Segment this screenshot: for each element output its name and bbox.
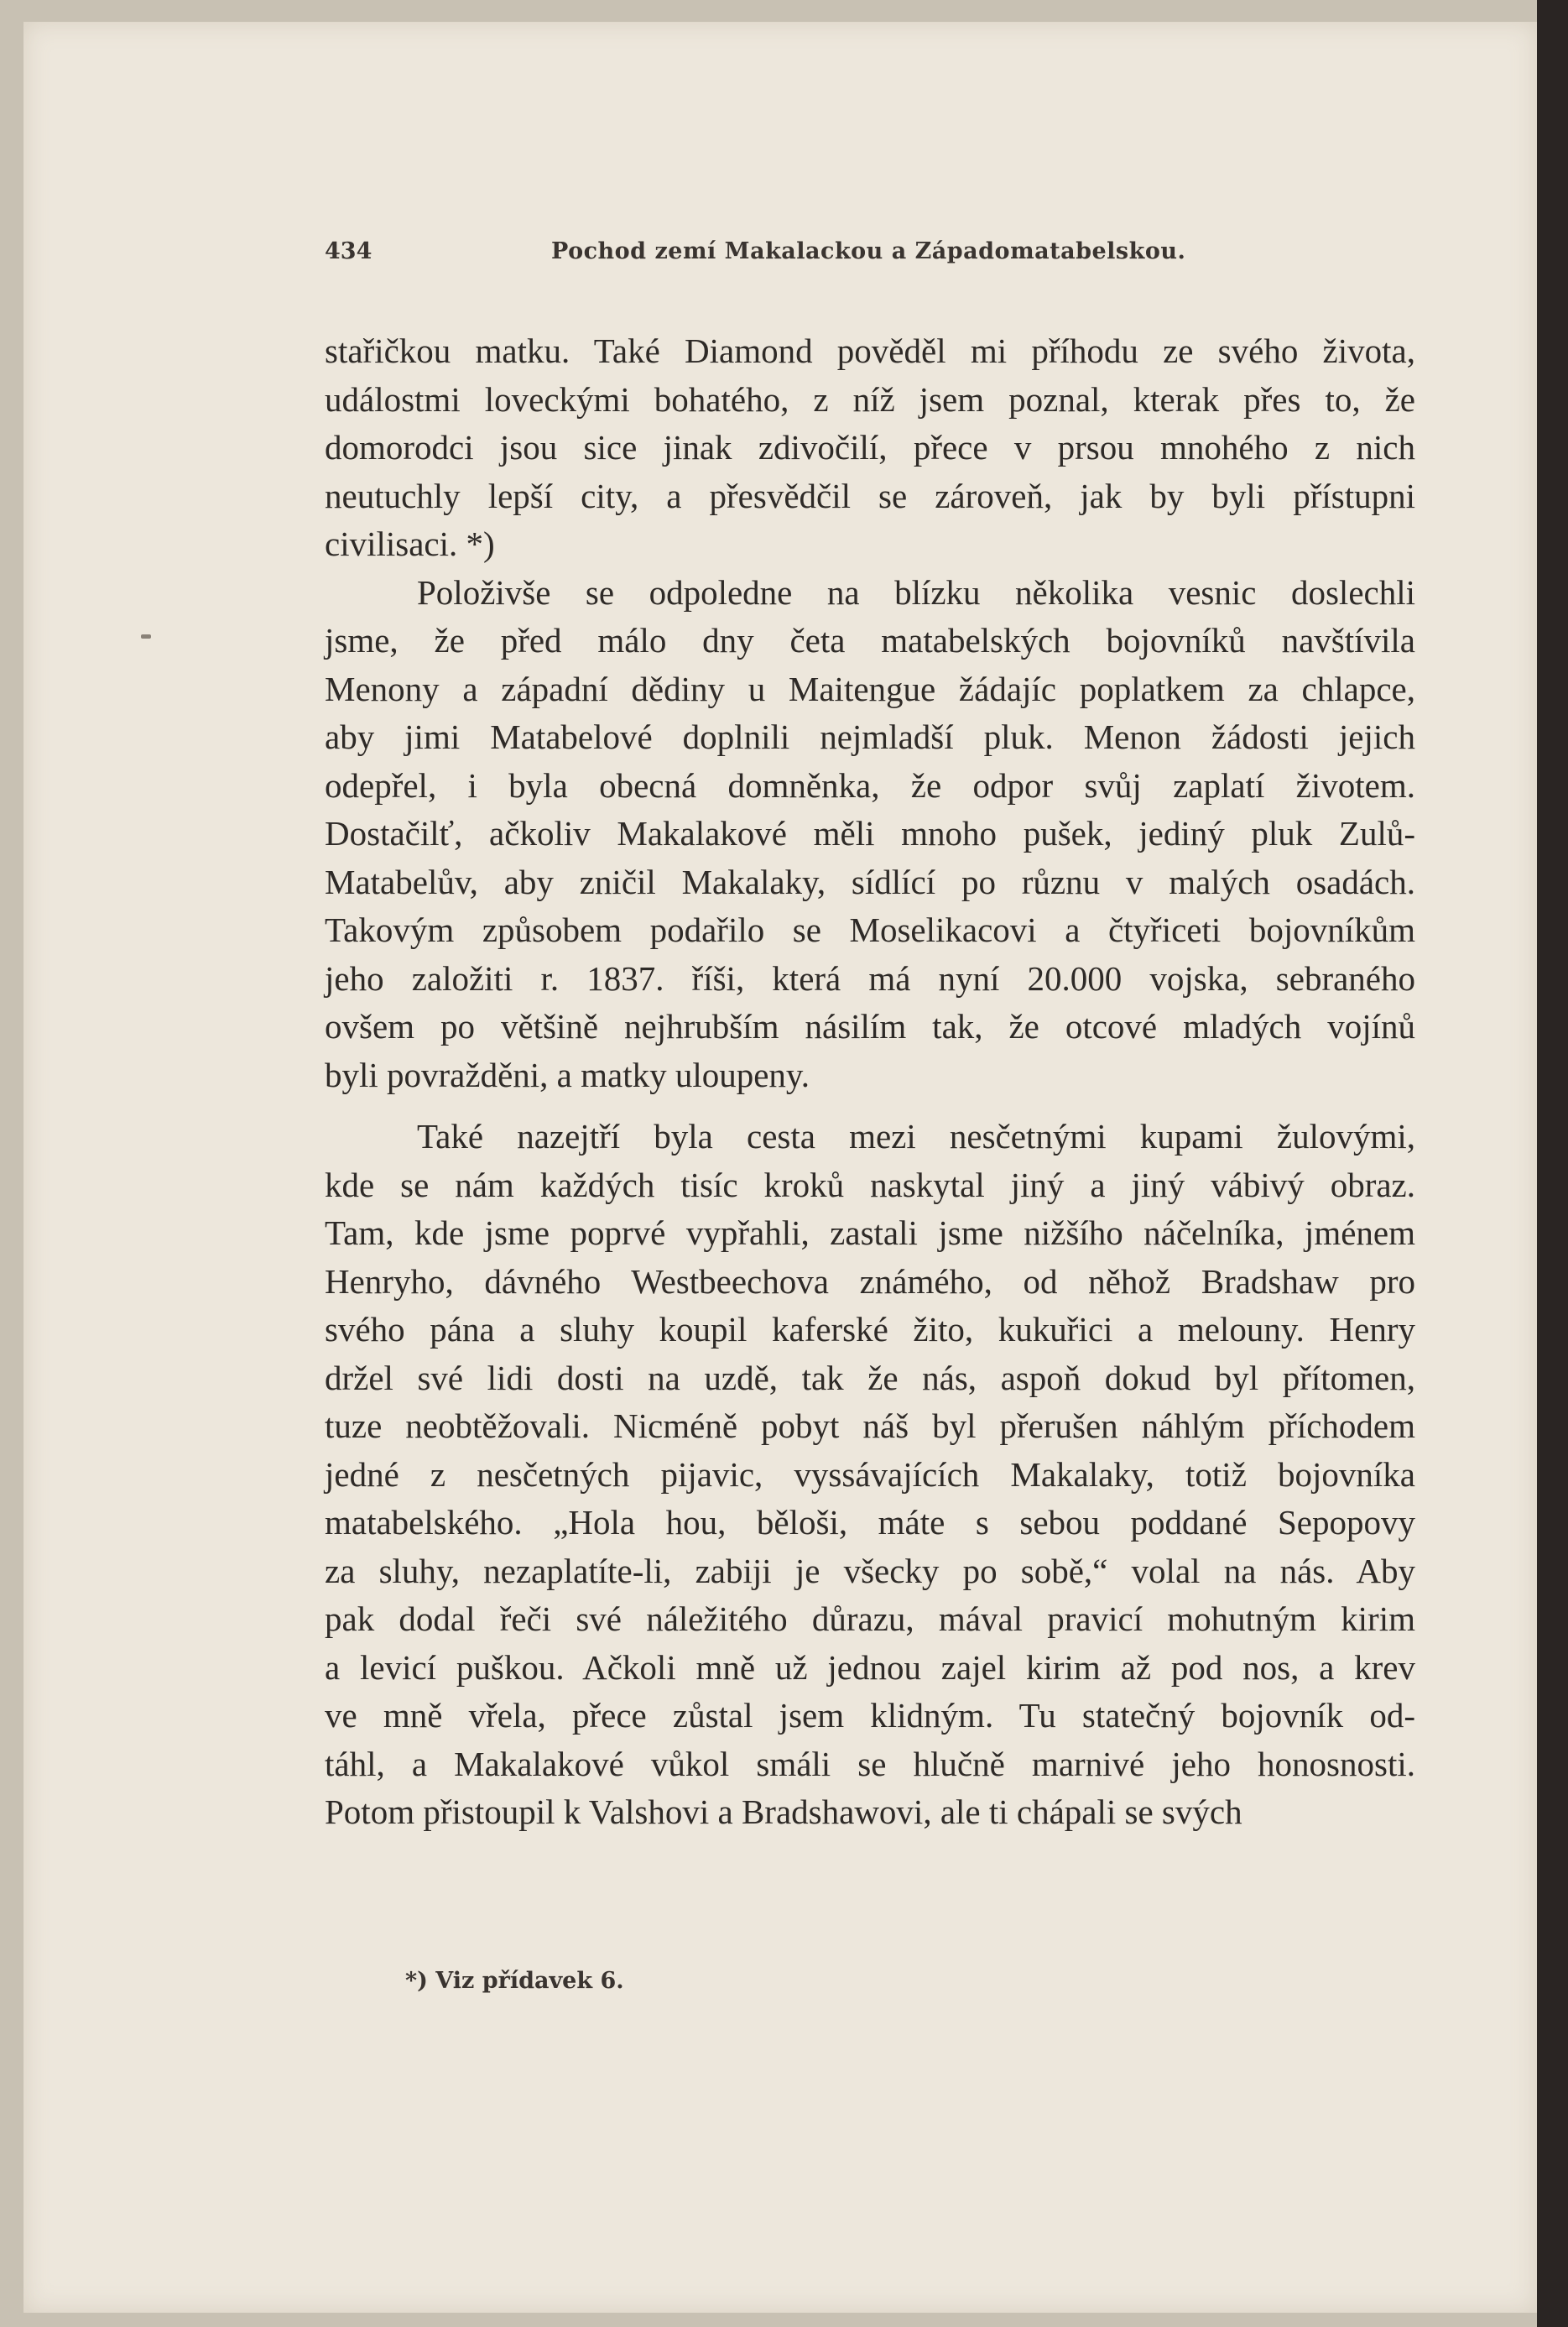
text-line: Také nazejtří byla cesta mezi nesčetnými kupami žulovými, bbox=[417, 1117, 1415, 1156]
text-line: za sluhy, nezaplatíte-li, zabiji je všecky po sobě,“ volal na nás. Aby bbox=[325, 1551, 1415, 1590]
text-line: Henryho, dávného Westbeechova známého, od něhož Bradshaw pro bbox=[325, 1261, 1415, 1301]
text-line: odepřel, i byla obecná domněnka, že odpor svůj zaplatí životem. bbox=[325, 765, 1415, 805]
text-line: držel své lidi dosti na uzdě, tak že nás, aspoň dokud byl přítomen, bbox=[325, 1358, 1415, 1397]
text-line: Dostačilť, ačkoliv Makalakové měli mnoho pušek, jediný pluk Zulů- bbox=[325, 814, 1415, 853]
text-line: neutuchly lepší city, a přesvědčil se zároveň, jak by byli přístupni bbox=[325, 476, 1415, 515]
page-header bbox=[325, 238, 1201, 272]
text-line: tuze neobtěžovali. Nicméně pobyt náš byl přerušen náhlým příchodem bbox=[325, 1406, 1415, 1445]
paragraph-1 bbox=[325, 327, 1415, 569]
text-line: jedné z nesčetných pijavic, vyssávajících Makalaky, totiž bojovníka bbox=[325, 1454, 1415, 1494]
text-line: Tam, kde jsme poprvé vypřahli, zastali jsme nižšího náčelníka, jménem bbox=[325, 1213, 1415, 1252]
paragraph-3 bbox=[325, 1113, 1415, 1837]
book-edge bbox=[1537, 0, 1568, 2327]
text-line: kde se nám každých tisíc kroků naskytal jiný a jiný vábivý obraz. bbox=[325, 1165, 1415, 1204]
text-line: domorodci jsou sice jinak zdivočilí, přece v prsou mnohého z nich bbox=[325, 428, 1415, 467]
text-line: byli povražděni, a matky uloupeny. bbox=[325, 1055, 810, 1094]
text-line: Menony a západní dědiny u Maitengue žádajíc poplatkem za chlapce, bbox=[325, 669, 1415, 708]
text-line: svého pána a sluhy koupil kaferské žito, kukuřici a melouny. Henry bbox=[325, 1310, 1415, 1349]
text-line: matabelského. „Hola hou, běloši, máte s sebou poddané Sepopovy bbox=[325, 1503, 1415, 1542]
margin-smudge bbox=[141, 634, 151, 639]
text-line: Takovým způsobem podařilo se Moselikacovi a čtyřiceti bojovníkům bbox=[325, 910, 1415, 949]
text-line: jeho založiti r. 1837. říši, která má nyní 20.000 vojska, sebraného bbox=[325, 958, 1415, 998]
text-line: a levicí puškou. Ačkoli mně už jednou zajel kirim až pod nos, a krev bbox=[325, 1647, 1415, 1687]
text-line: civilisaci. *) bbox=[325, 524, 495, 563]
footnote: *) Viz přídavek 6. bbox=[405, 1968, 624, 1994]
paragraph-2 bbox=[325, 569, 1415, 1100]
text-line: pak dodal řeči své náležitého důrazu, mával pravicí mohutným kirim bbox=[325, 1599, 1415, 1638]
text-line: Položivše se odpoledne na blízku několika vesnic doslechli bbox=[417, 572, 1415, 612]
body-text bbox=[325, 327, 1415, 1837]
page-number: 434 bbox=[325, 238, 372, 264]
text-line: ve mně vřela, přece zůstal jsem klidným. Tu statečný bojovník od- bbox=[325, 1696, 1415, 1735]
text-line: Potom přistoupil k Valshovi a Bradshawovi, ale ti chápali se svých bbox=[325, 1792, 1242, 1831]
running-title: Pochod zemí Makalackou a Západomatabelskou. bbox=[551, 238, 1186, 264]
text-line: Matabelův, aby zničil Makalaky, sídlící po různu v malých osadách. bbox=[325, 862, 1415, 901]
text-line: událostmi loveckými bohatého, z níž jsem poznal, kterak přes to, že bbox=[325, 379, 1415, 419]
text-line: ovšem po většině nejhrubším násilím tak, že otcové mladých vojínů bbox=[325, 1007, 1415, 1046]
text-line: jsme, že před málo dny četa matabelských bojovníků navštívila bbox=[325, 621, 1415, 660]
text-line: aby jimi Matabelové doplnili nejmladší pluk. Menon žádosti jejich bbox=[325, 717, 1415, 756]
text-line: táhl, a Makalakové vůkol smáli se hlučně marnivé jeho honosnosti. bbox=[325, 1744, 1415, 1783]
text-line: stařičkou matku. Také Diamond pověděl mi příhodu ze svého života, bbox=[325, 331, 1415, 370]
